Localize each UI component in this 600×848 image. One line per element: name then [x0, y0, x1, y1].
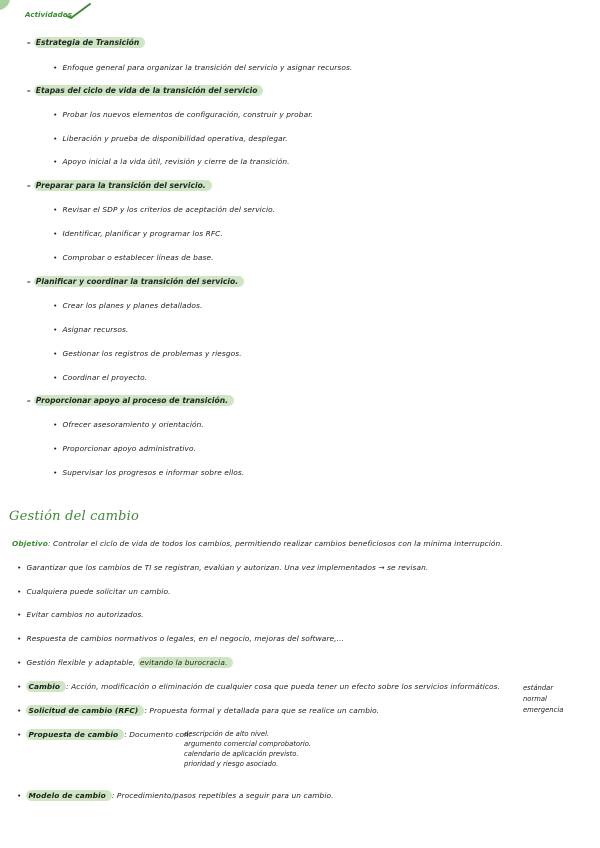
list-item: • Coordinar el proyecto.: [53, 373, 148, 382]
list-item: • Comprobar o establecer líneas de base.: [53, 253, 214, 262]
corner-decoration: [0, 0, 10, 10]
list-item: • Probar los nuevos elementos de configuración, construir y probar.: [53, 110, 314, 119]
list-item: argumento comercial comprobatorio.: [184, 740, 312, 748]
list-item: • Apoyo inicial a la vida útil, revisión y cierre de la transición.: [53, 157, 290, 166]
objective-line: Objetivo: Controlar el ciclo de vida de todos los cambios, permitiendo realizar cambios beneficiosos con la mínima interrupción.: [12, 539, 503, 548]
section-heading: – Etapas del ciclo de vida de la transición del servicio: [27, 85, 263, 97]
section-heading: – Proporcionar apoyo al proceso de transición.: [27, 395, 234, 407]
list-item: • Supervisar los progresos e informar sobre ellos.: [53, 468, 245, 477]
definition-item: • Modelo de cambio : Procedimiento/pasos repetibles a seguir para un cambio.: [17, 791, 334, 800]
section-heading: – Planificar y coordinar la transición del servicio.: [27, 276, 244, 288]
highlight-text: evitando la burocracia.: [138, 657, 233, 668]
checkmark-icon: [66, 2, 92, 20]
list-item: • Revisar el SDP y los criterios de aceptación del servicio.: [53, 205, 276, 214]
list-item: descripción de alto nivel.: [184, 730, 270, 738]
section-title: Gestión del cambio: [9, 509, 140, 524]
section-heading: – Estrategia de Transición: [27, 37, 145, 49]
list-item: prioridad y riesgo asociado.: [184, 760, 279, 768]
proposal-contents-list: [184, 729, 311, 769]
list-item: • Gestión flexible y adaptable, evitando la burocracia.: [17, 657, 233, 669]
definition-item: • Propuesta de cambio : Documento con:: [17, 730, 192, 739]
list-item: • Garantizar que los cambios de TI se registran, evalúan y autorizan. Una vez implementados → se revisan.: [17, 563, 429, 572]
list-item: • Liberación y prueba de disponibilidad operativa, desplegar.: [53, 134, 288, 143]
section-heading: – Preparar para la transición del servicio.: [27, 180, 212, 192]
list-item: calendario de aplicación previsto.: [184, 750, 299, 758]
definition-item: • Solicitud de cambio (RFC) : Propuesta formal y detallada para que se realice un cambio.: [17, 706, 380, 715]
list-item: • Gestionar los registros de problemas y riesgos.: [53, 349, 242, 358]
list-item: • Cualquiera puede solicitar un cambio.: [17, 587, 171, 596]
list-item: • Ofrecer asesoramiento y orientación.: [53, 420, 204, 429]
list-item: • Identificar, planificar y programar los RFC.: [53, 229, 223, 238]
list-item: • Proporcionar apoyo administrativo.: [53, 444, 197, 453]
list-item: • Enfoque general para organizar la transición del servicio y asignar recursos.: [53, 63, 353, 72]
list-item: • Evitar cambios no autorizados.: [17, 610, 144, 619]
list-item: • Respuesta de cambios normativos o legales, en el negocio, mejoras del software,...: [17, 634, 344, 643]
definition-item: • Cambio : Acción, modificación o eliminación de cualquier cosa que pueda tener un efecto sobre los servicios informáticos.: [17, 682, 501, 691]
change-types-note: [523, 683, 563, 716]
list-item: estándar: [523, 684, 554, 692]
list-item: normal: [523, 695, 547, 703]
list-item: • Asignar recursos.: [53, 325, 129, 334]
list-item: emergencia: [523, 706, 564, 714]
activities-label: Actividades: [25, 10, 72, 19]
list-item: • Crear los planes y planes detallados.: [53, 301, 203, 310]
